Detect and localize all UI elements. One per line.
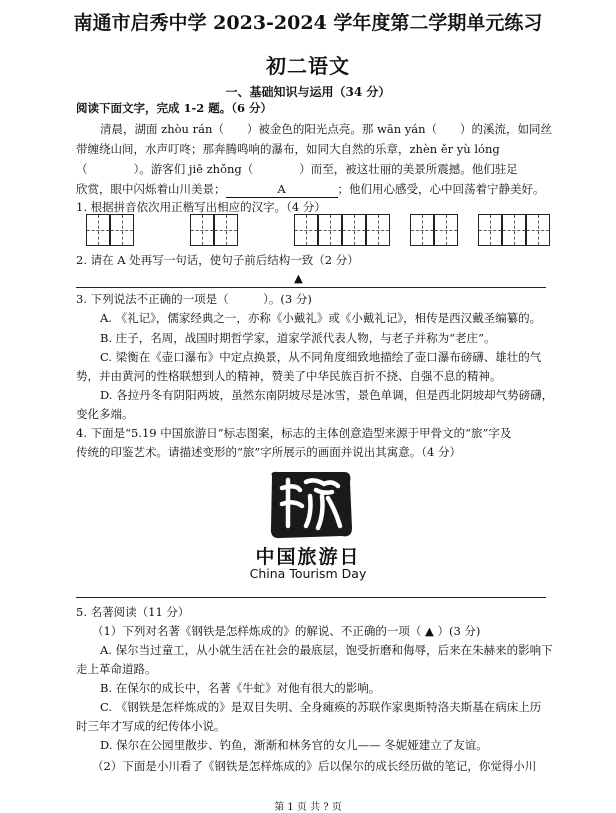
exam-title: 南通市启秀中学 2023-2024 学年度第二学期单元练习 [73,12,543,34]
reading-instruction: 阅读下面文字，完成 1-2 题。（6 分） [76,101,273,115]
q5-option-c-cont: 时三年才写成的纪传体小说。 [76,719,226,733]
q3-option-c-cont: 势，并由黄河的性格联想到人的精神，赞美了中华民族百折不挠、自强不息的精神。 [76,369,502,383]
grid-cell[interactable] [410,214,434,246]
section-heading: 一、基础知识与运用（34 分） [225,85,391,99]
grid-cell[interactable] [526,214,550,246]
passage-line-2: 带缠绕山间，水声叮咚；那奔腾鸣响的瀑布，如同大自然的乐章，zhèn ěr yù lóng [76,142,500,156]
q5-option-a: A. 保尔当过童工，从小就生活在社会的最底层，饱受折磨和侮辱，后来在朱赫来的影响下 [100,643,553,657]
q3-option-c: C. 梁衡在《壶口瀑布》中定点换景，从不同角度细致地描绘了壶口瀑布磅礴、雄壮的气 [100,350,542,364]
passage-line-4 [76,181,545,198]
question-1: 1. 根据拼音依次用正楷写出相应的汉字。（4 分） [76,200,326,214]
q3-option-a: A. 《礼记》，儒家经典之一，亦称《小戴礼》或《小戴礼记》，相传是西汉戴圣编纂的。 [100,311,542,325]
question-4-line-2: 传统的印鉴艺术。请描述变形的“旅”字所展示的画面并说出其寓意。（4 分） [76,445,461,459]
q3-option-d: D. 各拉丹冬有阴阳两坡，虽然东南阴坡尽是冰雪，景色单调，但是西北阴坡却气势磅礴， [100,388,554,402]
passage-line-1: 清晨，湖面 zhòu rán（ ）被金色的阳光点亮。那 wān yán（ ）的溪流，如同丝 [100,122,553,136]
china-tourism-day-logo [266,468,356,540]
subject-title: 初二语文 [266,54,350,78]
question-5-2: （2）下面是小川看了《钢铁是怎样炼成的》后以保尔的成长经历做的笔记，你觉得小川 [92,759,537,773]
answer-marker: ▲ [294,271,303,285]
grid-cell[interactable] [318,214,342,246]
logo-chinese-text: 中国旅游日 [255,546,361,568]
passage-line-4-tail: ；他们用心感受，心中回荡着宁静美好。 [337,182,545,196]
q5-option-a-cont: 走上革命道路。 [76,662,157,676]
blank-a [226,181,338,198]
q3-option-b: B. 庄子，名周，战国时期哲学家，道家学派代表人物，与老子并称为“老庄”。 [100,331,496,345]
q3-option-d-cont: 变化多端。 [76,407,134,421]
grid-cell[interactable] [434,214,458,246]
answer-line-4[interactable] [76,597,546,598]
page-footer: 第 1 页 共 ? 页 [274,802,342,813]
question-4-line-1: 4. 下面是“5.19 中国旅游日”标志图案，标志的主体创意造型来源于甲骨文的“旅”字及 [76,426,512,440]
grid-cell[interactable] [366,214,390,246]
grid-cell[interactable] [214,214,238,246]
question-5-title: 5. 名著阅读（11 分） [76,605,190,619]
grid-cell[interactable] [294,214,318,246]
q5-option-b: B. 在保尔的成长中，名著《牛虻》对他有很大的影响。 [100,681,381,695]
grid-cell[interactable] [342,214,366,246]
grid-cell[interactable] [110,214,134,246]
blank-a-label: A [277,182,286,196]
logo-english-text: China Tourism Day [249,566,367,581]
grid-cell[interactable] [502,214,526,246]
q5-option-c: C. 《钢铁是怎样炼成的》是双目失明、全身瘫痪的苏联作家奥斯特洛夫斯基在病床上历 [100,700,542,714]
grid-cell[interactable] [86,214,110,246]
question-5-1: （1）下列对名著《钢铁是怎样炼成的》的解说、不正确的一项（ ▲ ）(3 分) [92,624,481,638]
grid-cell[interactable] [190,214,214,246]
grid-cell[interactable] [478,214,502,246]
question-3: 3. 下列说法不正确的一项是（ ）。(3 分) [76,292,312,306]
question-2: 2. 请在 A 处再写一句话，使句子前后结构一致（2 分） [76,253,359,267]
passage-line-3: （ ）。游客们 jiē zhǒng（ ）而至，被这壮丽的美景所震撼。他们驻足 [76,162,518,176]
q5-option-d: D. 保尔在公园里散步、钓鱼，渐渐和林务官的女儿—— 冬妮娅建立了友谊。 [100,738,488,752]
passage-line-4-head: 欣赏，眼中闪烁着山川美景； [76,182,226,196]
answer-line-2[interactable] [76,287,546,288]
writing-grid [86,214,556,248]
